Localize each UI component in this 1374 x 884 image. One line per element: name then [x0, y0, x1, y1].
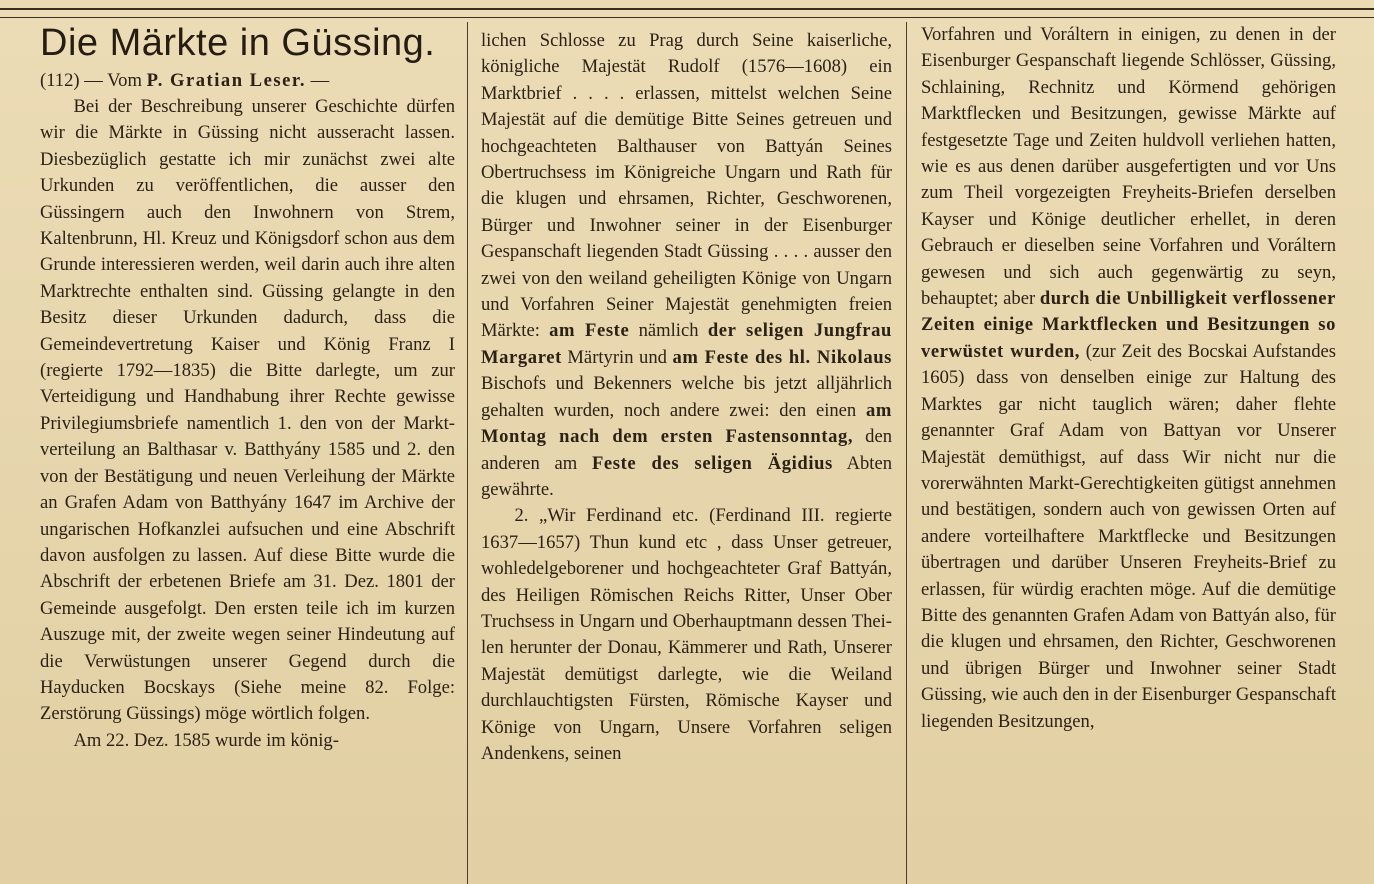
- byline: [40, 68, 455, 94]
- column-1: [40, 22, 455, 754]
- text-run: den anderen am: [481, 426, 892, 474]
- column-rule-2: [906, 22, 907, 884]
- paragraph: Am 22. Dez. 1585 wurde im könig-: [73, 729, 339, 751]
- paragraph: [481, 28, 892, 503]
- text-run: (zur Zeit des Bocskai Aufstandes 1605) dass von denselben einige zur Haltung des Marktes gar nicht tauglich wären; daher flehte genannter Graf Adam von Battyan vor Unserer Majestät demüthigst, auf dass Wir nicht nur die vorerwähnten Markt-Gerechtigkeiten gütigst annehmen und bestätigen, sondern auch von gewissen Orten auf andere vorteilhaftere Marktflecke und Besitzungen übertragen und darüber Unseren Freyheits-Brief zu erlassen, für würdig erachten möge. Auf die demütige Bitte des genannten Grafen Adam von Battyán also, für die klugen und ehrsamen, den Richter, Geschworenen und übrigen Bürger und Inwohner seiner Stadt Güssing, wie auch den in der Eisenburger Gespanschaft liegenden Besitzungen,: [921, 340, 1336, 732]
- bold-run: Feste des seligen Ägidius: [591, 452, 833, 474]
- paragraph: Bei der Beschreibung unserer Geschichte dürfen wir die Märkte in Güssing nicht ausseracht lassen. Diesbezüglich gestatte ich mir zunächst zwei alte Urkunden zu veröffentlichen, die ausser den Güssingern auch den Inwohnern von Strem, Kaltenbrunn, Hl. Kreuz und Königsdorf schon aus dem Grunde interessieren werden, weil darin auch ihre alten Marktrechte enthalten sind. Güssing gelangte in den Besitz dieser Urkunden dadurch, dass die Gemeindevertretung Kaiser und König Franz I (regierte 1792—1835) die Bitte darlegte, um zur Verteidigung und Handhabung ihrer Rechte gewisse Privilegiumsbriefe namentlich 1. den von der Marktverteilung an Balthasar v. Batthyány 1585 und 2. den von der Bestätigung und neuen Verleihung der Märkte an Grafen Adam von Batthyány 1647 im Archive der ungarischen Hofkanzlei aufsuchen und eine Abschrift davon ausfolgen zu lassen. Auf diese Bitte wurde die Abschrift der erbetenen Briefe am 31. Dez. 1801 der Gemeinde ausgefolgt. Den ersten teile ich im kurzen Auszuge mit, der zweite wegen seiner Hindeutung auf die Verwüstungen unserer Gegend durch die Hayducken Bocskays (Siehe meine 82. Folge: Zerstörung Güssings) möge wörtlich folgen.: [40, 96, 455, 725]
- text-run: lichen Schlosse zu Prag durch Seine kaiserliche, königliche Majestät Rudolf (1576—1608) ein Marktbrief . . . . erlassen, mittelst welchen Seine Majestät auf die demütige Bitte Seines getreuen und hochgeachteten Balthauser von Battyán Seines Obertruchsess im Königreiche Ungarn und Rath für die klugen und ehrsamen, Richter, Geschworenen, Bürger und Inwohner seiner in der Eisenburger Gespanschaft liegenden Stadt Güssing . . . . ausser den zwei von den weiland geheiligten Könige von Ungarn und Vorfahren Seiner Majestät genehmigten freien Märkte:: [481, 30, 892, 342]
- text-run: Abten gewährte.: [481, 452, 893, 500]
- text-run: Märtyrin und: [561, 346, 673, 368]
- text-run: Vorfahren und Voráltern in einigen, zu denen in der Eisenburger Gespanschaft liegende Schlösser, Güssing, Schlaining, Rechnitz und Körmend gehörigen Marktflecken und Besitzungen, gewisse Märkte auf festgesetzte Tage und Zeiten huldvoll verliehen hatten, wie es aus denen darüber ausgefertigten und vor Uns zum Theil vorgezeigten Freyheits-Briefen derselben Kayser und Könige deutlicher erhellet, in deren Gebrauch er dieselben seine Vorfahren und Voráltern gewesen und sich auch gegenwärtig zu seyn, behauptet; aber: [921, 24, 1336, 310]
- column-3: [921, 22, 1336, 735]
- column-rule-1: [467, 22, 468, 884]
- column-2: [481, 28, 892, 767]
- paragraph: 2. „Wir Ferdinand etc. (Ferdinand III. regierte 1637—1657) Thun kund etc , dass Unser getreuer, wohledelgeborener und hochgeachteter Graf Battyán, des Heiligen Römischen Reichs Ritter, Unser Ober Truchsess in Ungarn und Oberhauptmann dessen Theilen herunter der Donau, Kämmerer und Rath, Unserer Majestät demütigst darlegte, wie die Weiland durchlauchtigsten Fürsten, Römische Kayser und Könige von Ungarn, Unsere Vorfahren seligen Andenkens, seinen: [481, 505, 892, 764]
- bold-run: am Montag nach dem ersten Fastensonntag,: [481, 399, 892, 448]
- bold-run: am Feste des hl. Nikolaus: [672, 346, 892, 368]
- bold-run: der seligen Jungfrau Margaret: [481, 320, 892, 368]
- top-rule: [0, 8, 1374, 18]
- bold-run: durch die Unbilligkeit verflossener Zeiten einige Marktflecken und Besitzungen so verwüstet wurden,: [921, 288, 1336, 362]
- byline-prefix: (112) — Vom: [40, 70, 147, 91]
- paragraph: [921, 22, 1336, 735]
- article-title: Die Märkte in Güssing.: [40, 22, 436, 64]
- bold-run: am Feste: [549, 320, 630, 342]
- byline-author: P. Gratian Leser.: [146, 70, 307, 91]
- text-run: nämlich: [629, 320, 708, 342]
- byline-suffix: —: [306, 70, 330, 91]
- text-run: Bischofs und Bekenners welche bis jetzt alljährlich gehalten wurden, noch andere zwei: den einen: [481, 373, 892, 421]
